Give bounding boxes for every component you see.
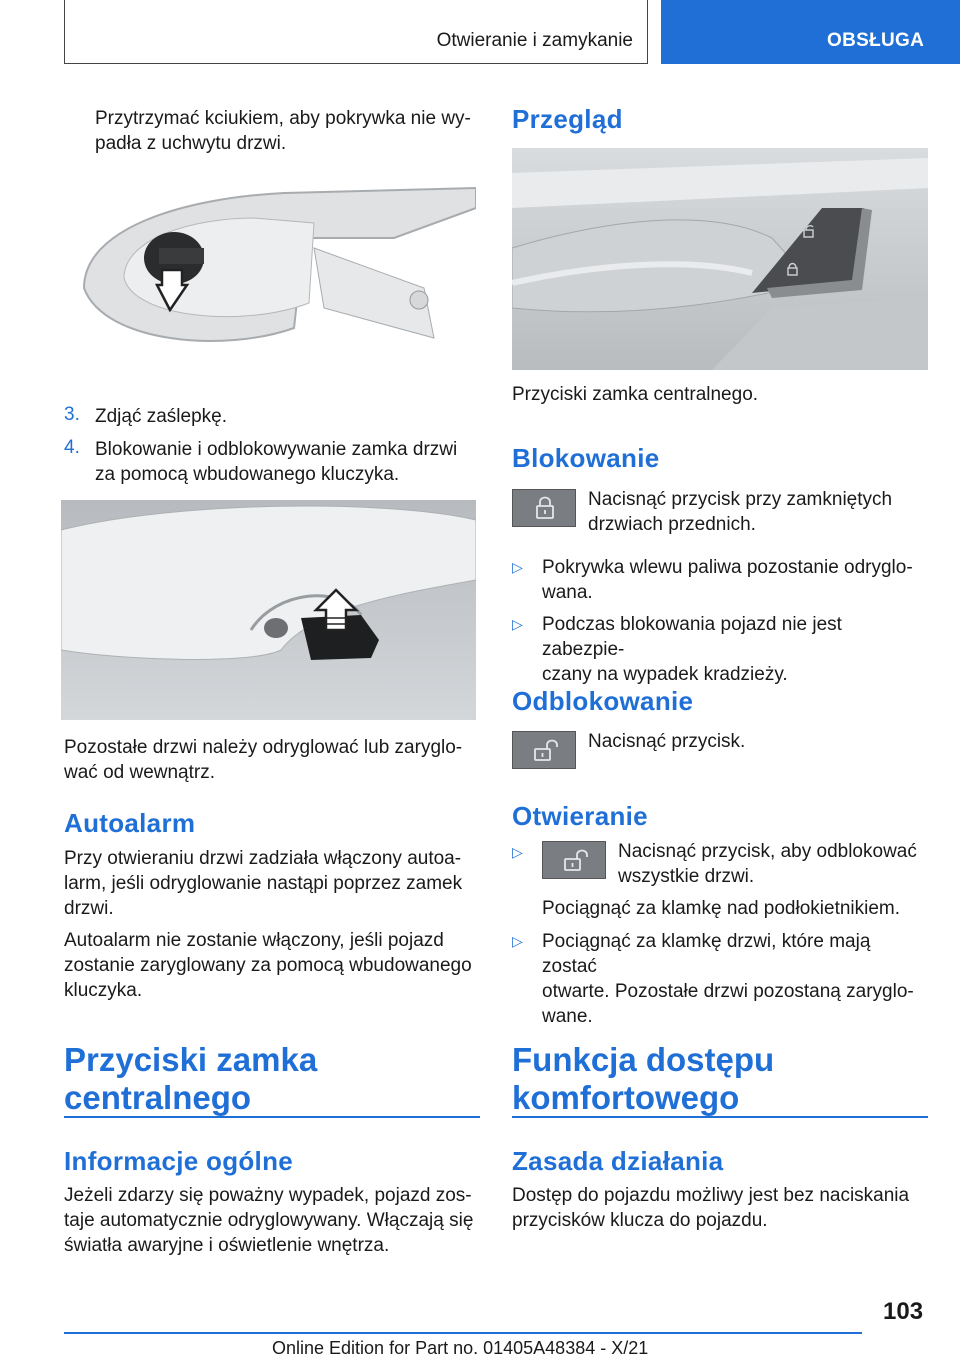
lock-icon — [513, 490, 577, 528]
open-heading: Otwieranie — [512, 801, 648, 831]
unlock-text: Nacisnąć przycisk. — [588, 731, 746, 752]
section-title-line-2: centralnego — [64, 1079, 252, 1116]
triangle-bullet-icon: ▷ — [512, 844, 523, 860]
step-list — [64, 404, 476, 489]
lock-heading: Blokowanie — [512, 443, 660, 473]
header-title-box — [64, 0, 648, 64]
section-title-line-1: Przyciski zamka — [64, 1041, 318, 1078]
intro-text: Przytrzymać kciukiem, aby pokrywka nie wy- padła z uchwytu drzwi. — [95, 108, 471, 154]
footer-divider — [64, 1332, 862, 1334]
list-item — [512, 929, 928, 1027]
central-lock-buttons-figure — [512, 148, 928, 370]
open-bullet-text: Nacisnąć przycisk, aby odblokować wszystkie drzwi. — [618, 841, 917, 887]
principle-heading: Zasada działania — [512, 1146, 724, 1176]
section-tab-label: OBSŁUGA — [827, 30, 925, 51]
lock-text: Nacisnąć przycisk przy zamkniętych drzwiach przednich. — [588, 489, 893, 535]
handle-cap-figure — [64, 178, 476, 358]
step-number: 4. — [64, 437, 80, 458]
autoalarm-heading: Autoalarm — [64, 808, 196, 838]
list-item — [512, 555, 928, 605]
unlock-button-image — [512, 731, 576, 769]
section-title-central-lock — [64, 1041, 476, 1117]
chapter-title: Otwieranie i zamykanie — [436, 30, 633, 51]
autoalarm-text-1: Przy otwieraniu drzwi zadziała włączony autoa- larm, jeśli odryglowanie nastąpi poprzez zamek drzwi. — [64, 848, 463, 919]
section-tab[interactable] — [661, 0, 960, 64]
remaining-doors-text: Pozostałe drzwi należy odryglować lub zaryglo- wać od wewnątrz. — [64, 737, 463, 783]
step-text: Blokowanie i odblokowywanie zamka drzwi za pomocą wbudowanego kluczyka. — [95, 439, 458, 485]
section-divider — [512, 1116, 928, 1118]
footer-edition[interactable]: Online Edition for Part no. 01405A48384 - X/21 — [272, 1338, 649, 1358]
key-lock-figure — [61, 500, 476, 720]
list-item — [64, 404, 476, 430]
section-title-comfort-access — [512, 1041, 928, 1117]
section-title-line-2: komfortowego — [512, 1079, 740, 1116]
principle-text: Dostęp do pojazdu możliwy jest bez naciskania przycisków klucza do pojazdu. — [512, 1185, 910, 1231]
list-item — [512, 838, 928, 890]
list-item — [64, 437, 476, 489]
general-info-heading: Informacje ogólne — [64, 1146, 294, 1176]
triangle-bullet-icon: ▷ — [512, 559, 523, 575]
step-number: 3. — [64, 404, 80, 425]
list-item — [512, 612, 928, 685]
general-info-text: Jeżeli zdarzy się poważny wypadek, pojazd zos- taje automatycznie odryglowywany. Włączają się światła awaryjne i oświetlenie wnętrza. — [64, 1185, 474, 1256]
unlock-heading: Odblokowanie — [512, 686, 694, 716]
lock-bullet-list — [512, 555, 928, 685]
autoalarm-text-2: Autoalarm nie zostanie włączony, jeśli pojazd zostanie zaryglowany za pomocą wbudowanego kluczyka. — [64, 930, 472, 1001]
triangle-bullet-icon: ▷ — [512, 933, 523, 949]
step-text: Zdjąć zaślepkę. — [95, 406, 228, 427]
page-number: 103 — [883, 1298, 924, 1325]
lock-button-image — [512, 489, 576, 527]
lock-bullet-text: Podczas blokowania pojazd nie jest zabezpie- czany na wypadek kradzieży. — [542, 614, 842, 685]
open-bullet-subtext: Pociągnąć za klamkę nad podłokietnikiem. — [542, 898, 901, 919]
overview-caption: Przyciski zamka centralnego. — [512, 384, 759, 405]
overview-heading: Przegląd — [512, 104, 623, 134]
open-bullet-list — [512, 838, 928, 1027]
unlock-icon — [513, 732, 577, 770]
section-divider — [64, 1116, 480, 1118]
unlock-icon — [543, 842, 607, 880]
open-bullet-text: Pociągnąć za klamkę drzwi, które mają zostać otwarte. Pozostałe drzwi pozostaną zaryglo- wane. — [542, 931, 914, 1027]
lock-bullet-text: Pokrywka wlewu paliwa pozostanie odryglo- wana. — [542, 557, 913, 603]
unlock-button-image — [542, 841, 606, 879]
section-title-line-1: Funkcja dostępu — [512, 1041, 775, 1078]
triangle-bullet-icon: ▷ — [512, 616, 523, 632]
